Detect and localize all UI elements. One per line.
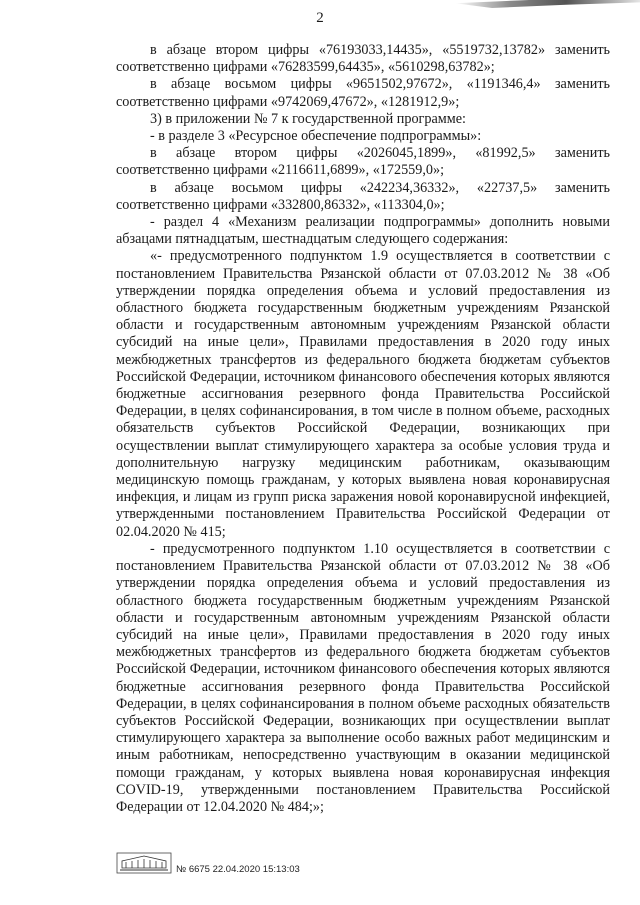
document-footer (116, 848, 610, 888)
paragraph: - в разделе 3 «Ресурсное обеспечение подпрограммы»: (150, 128, 482, 145)
paragraph: в абзаце втором цифры «76193033,14435», «5519732,13782» заменить соответственно цифрами «76283599,64435», «5610298,63782»; (116, 42, 610, 76)
registration-number: № 6675 22.04.2020 15:13:03 (176, 864, 300, 875)
paragraph: в абзаце восьмом цифры «242234,36332», «22737,5» заменить соответственно цифрами «332800,86332», «113304,0»; (116, 179, 610, 213)
building-stamp-icon (116, 852, 172, 874)
paragraph: - раздел 4 «Механизм реализации подпрограммы» дополнить новыми абзацами пятнадцатым, шестнадцатым следующего содержания: (116, 214, 610, 248)
paragraph: в абзаце восьмом цифры «9651502,97672», «1191346,4» заменить соответственно цифрами «9742069,47672», «1281912,9»; (116, 76, 610, 110)
scan-artifact (455, 0, 640, 8)
document-body (116, 42, 610, 816)
paragraph: в абзаце втором цифры «2026045,1899», «81992,5» заменить соответственно цифрами «2116611,6899», «172559,0»; (116, 145, 610, 179)
paragraph: «- предусмотренного подпунктом 1.9 осуществляется в соответствии с постановлением Правительства Рязанской области от 07.03.2012 № 38 «Об утверждении порядка определения объема и условий предоставления из областного бюджета государственным бюджетным учреждениям Рязанской области и государственным автономным учреждениям Рязанской области субсидий на иные цели», Правилами предоставления в 2020 году иных межбюджетных трансфертов из федерального бюджета бюджетам субъектов Российской Федерации, источником финансового обеспечения которых являются бюджетные ассигнования резервного фонда Правительства Российской Федерации, в целях софинансирования, в том числе в полном объеме, расходных обязательств субъектов Российской Федерации, возникающих при осуществлении выплат стимулирующего характера за особые условия труда и дополнительную нагрузку медицинским работникам, оказывающим медицинскую помощь гражданам, у которых выявлена новая коронавирусная инфекция, и лицам из групп риска заражения новой коронавирусной инфекцией, утвержденными постановлением Правительства Российской Федерации от 02.04.2020 № 415; (116, 248, 610, 540)
paragraph: - предусмотренного подпунктом 1.10 осуществляется в соответствии с постановлением Правительства Рязанской области от 07.03.2012 № 38 «Об утверждении порядка определения объема и условий предоставления из областного бюджета государственным бюджетным учреждениям Рязанской области и государственным автономным учреждениям Рязанской области субсидий на иные цели», Правилами предоставления в 2020 году иных межбюджетных трансфертов из федерального бюджета бюджетам субъектов Российской Федерации, источником финансового обеспечения которых являются бюджетные ассигнования резервного фонда Правительства Российской Федерации, в целях софинансирования в полном объеме расходных обязательств субъектов Российской Федерации, возникающих при осуществлении выплат стимулирующего характера за выполнение особо важных работ медицинским и иным работникам, непосредственно участвующим в оказании медицинской помощи гражданам, у которых выявлена новая коронавирусная инфекция COVID-19, утвержденными постановлением Правительства Российской Федерации от 12.04.2020 № 484;»; (116, 540, 610, 815)
paragraph: 3) в приложении № 7 к государственной программе: (150, 110, 466, 127)
page-number: 2 (316, 10, 324, 26)
